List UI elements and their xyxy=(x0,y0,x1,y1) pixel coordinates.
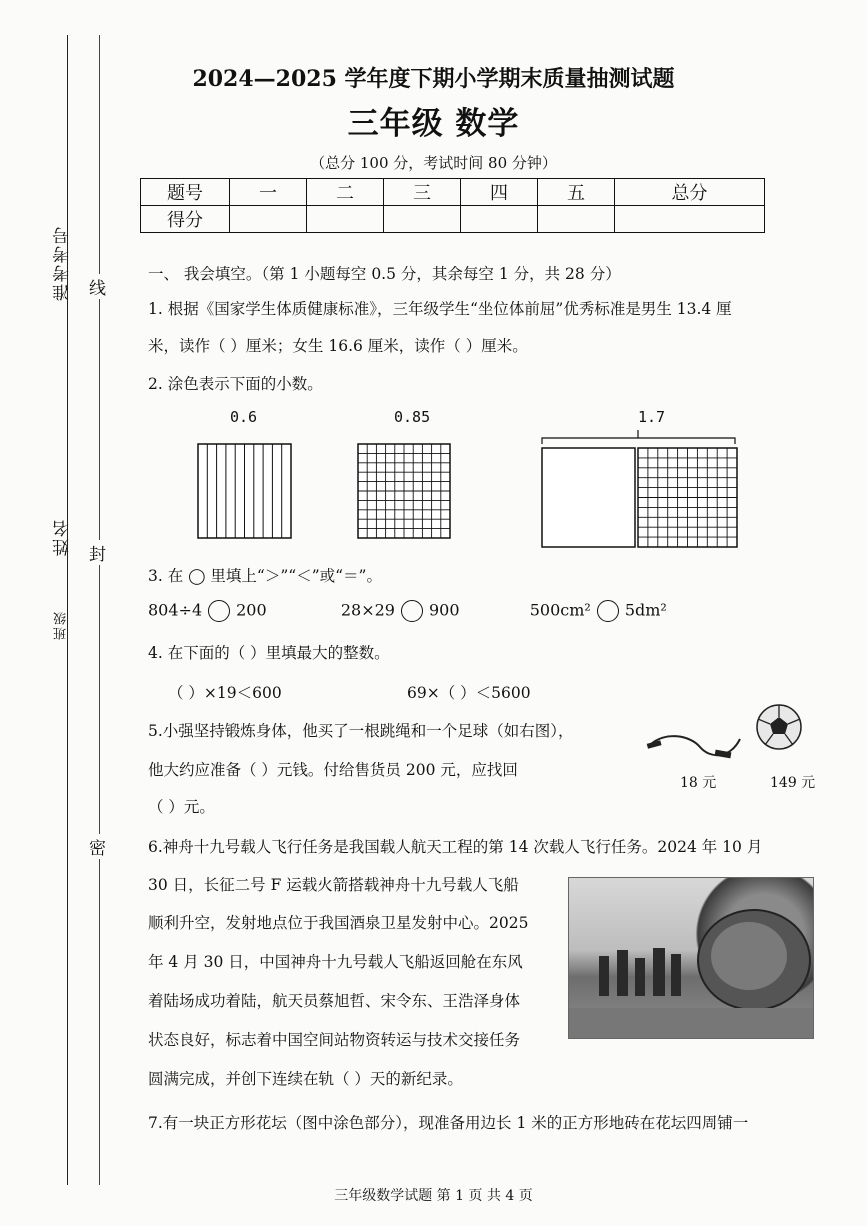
decimal-label-0-85: 0.85 xyxy=(394,408,431,426)
q4-item2[interactable]: 69×（ ）＜5600 xyxy=(407,684,531,702)
exam-note: （总分 100 分，考试时间 80 分钟） xyxy=(310,154,557,172)
compare-circle[interactable] xyxy=(401,600,423,622)
q6-line5: 着陆场成功着陆，航天员蔡旭哲、宋令东、王浩泽身体 xyxy=(148,992,521,1010)
score-cell: 四 xyxy=(461,179,538,206)
q3-item-right: 900 xyxy=(428,600,460,620)
score-cell: 一 xyxy=(230,179,307,206)
score-input-cell[interactable] xyxy=(461,206,538,233)
ball-price: 149 元 xyxy=(770,775,816,791)
grid-1-7[interactable] xyxy=(540,428,740,550)
score-input-cell[interactable] xyxy=(538,206,615,233)
binding-line-inner xyxy=(99,35,100,1185)
q3-label: 3. 在 ◯ 里填上“＞”“＜”或“＝”。 xyxy=(148,567,382,585)
exam-number-label: 准考考号 xyxy=(53,225,73,301)
q5-line3: （ ）元。 xyxy=(148,798,215,816)
q1-line2: 米，读作（ ）厘米；女生 16.6 厘米，读作（ ）厘米。 xyxy=(148,337,528,355)
compare-circle[interactable] xyxy=(597,600,619,622)
hundred-grid-0-85[interactable] xyxy=(357,443,451,539)
section1-heading: 一、 我会填空。（第 1 小题每空 0.5 分，其余每空 1 分，共 28 分） xyxy=(148,265,621,283)
q3-item-left: 804÷4 xyxy=(148,600,203,620)
q3-item-left: 500cm² xyxy=(529,600,591,620)
astronaut-figures xyxy=(569,878,813,1038)
q3-item-right: 5dm² xyxy=(624,600,667,620)
seal-char-seal: 封 xyxy=(89,540,106,565)
q6-line2: 30 日，长征二号 F 运载火箭搭载神舟十九号载人飞船 xyxy=(148,876,519,894)
seal-char-secret: 密 xyxy=(89,834,106,859)
return-capsule-photo xyxy=(568,877,814,1039)
soccer-ball-icon xyxy=(755,703,803,751)
rope-price: 18 元 xyxy=(680,775,717,791)
q6-line6: 状态良好，标志着中国空间站物资转运与技术交接任务 xyxy=(148,1031,521,1049)
seal-char-line: 线 xyxy=(89,274,106,299)
q3-item-left: 28×29 xyxy=(340,600,395,620)
score-input-cell[interactable] xyxy=(615,206,765,233)
score-cell: 题号 xyxy=(141,179,230,206)
score-table xyxy=(140,178,765,233)
q6-line3: 顺利升空，发射地点位于我国酒泉卫星发射中心。2025 xyxy=(148,914,529,932)
decimal-label-1-7: 1.7 xyxy=(638,408,666,426)
q4-text: 4. 在下面的（ ）里填最大的整数。 xyxy=(148,644,390,662)
subject-title: 三年级 数学 xyxy=(347,106,520,142)
exam-title: 2024—2025 学年度下期小学期末质量抽测试题 xyxy=(192,66,675,92)
compare-circle[interactable] xyxy=(208,600,230,622)
score-table-header-row xyxy=(141,179,765,206)
q6-line4: 年 4 月 30 日，中国神舟十九号载人飞船返回舱在东风 xyxy=(148,953,523,971)
strip-grid-0-6[interactable] xyxy=(197,443,292,539)
q3-text xyxy=(148,564,382,586)
q5-line1: 5.小强坚持锻炼身体，他买了一根跳绳和一个足球（如右图）， xyxy=(148,722,574,740)
score-cell: 二 xyxy=(307,179,384,206)
score-row-label: 得分 xyxy=(141,206,230,233)
name-label: 姓名 xyxy=(53,518,73,556)
q6-line1: 6.神舟十九号载人飞行任务是我国载人航天工程的第 14 次载人飞行任务。2024 年 10 月 xyxy=(148,838,763,856)
q3-items xyxy=(148,600,667,622)
q1-line1: 1. 根据《国家学生体质健康标准》，三年级学生“坐位体前屈”优秀标准是男生 13.4 厘 xyxy=(148,300,732,318)
score-input-cell[interactable] xyxy=(230,206,307,233)
q4-item1[interactable]: （ ）×19＜600 xyxy=(168,684,282,702)
score-cell: 三 xyxy=(384,179,461,206)
score-input-cell[interactable] xyxy=(307,206,384,233)
score-cell: 五 xyxy=(538,179,615,206)
q5-line2: 他大约应准备（ ）元钱。付给售货员 200 元，应找回 xyxy=(148,761,518,779)
jump-rope-icon xyxy=(645,725,745,765)
class-label: 班级 xyxy=(54,610,69,640)
score-cell: 总分 xyxy=(615,179,765,206)
page-footer: 三年级数学试题 第 1 页 共 4 页 xyxy=(334,1188,533,1204)
q7-line1: 7.有一块正方形花坛（图中涂色部分），现准备用边长 1 米的正方形地砖在花坛四周铺一 xyxy=(148,1114,749,1132)
q3-item-right: 200 xyxy=(236,600,267,620)
q2-text: 2. 涂色表示下面的小数。 xyxy=(148,375,323,393)
decimal-label-0-6: 0.6 xyxy=(230,408,258,426)
score-input-cell[interactable] xyxy=(384,206,461,233)
q6-line7: 圆满完成，并创下连续在轨（ ）天的新纪录。 xyxy=(148,1070,463,1088)
score-table-score-row xyxy=(141,206,765,233)
